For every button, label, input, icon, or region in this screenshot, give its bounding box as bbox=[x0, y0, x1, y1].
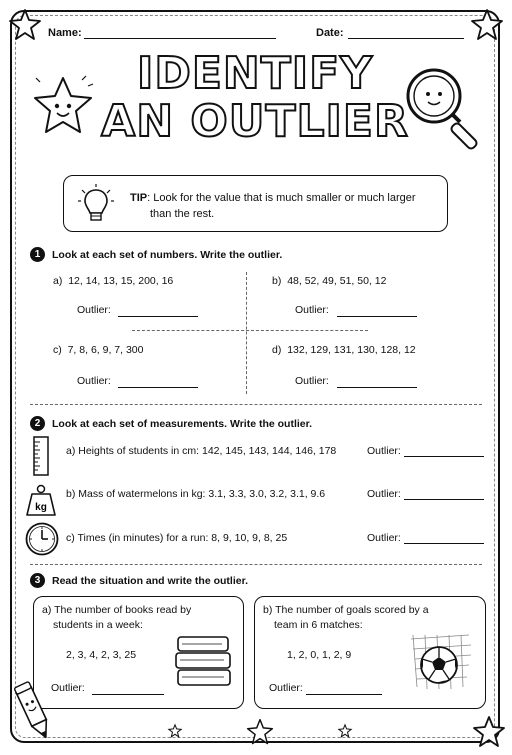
pencil-mascot-icon bbox=[14, 682, 54, 744]
s1-divider-horizontal bbox=[132, 330, 368, 331]
bottom-star-center bbox=[246, 718, 274, 746]
s1-divider-vertical bbox=[246, 272, 247, 394]
s3-card-b-line2: team in 6 matches: bbox=[274, 619, 363, 631]
s1-item-a-values: 12, 14, 13, 15, 200, 16 bbox=[68, 275, 174, 287]
s2-item-b-answer[interactable] bbox=[404, 499, 484, 500]
s1-item-b-label: b) bbox=[272, 275, 282, 287]
tip-text-line1: : Look for the value that is much smaller or much larger bbox=[147, 192, 416, 204]
s3-card-b bbox=[254, 596, 486, 709]
tip-label: TIP bbox=[130, 192, 148, 204]
section-3-title: Read the situation and write the outlier. bbox=[52, 575, 249, 587]
corner-star-bottom-right bbox=[472, 715, 506, 749]
s1-item-c-answer[interactable] bbox=[118, 387, 198, 388]
s3-card-a-answer[interactable] bbox=[92, 694, 164, 695]
worksheet-title bbox=[95, 50, 415, 146]
s2-item-c-text: c) Times (in minutes) for a run: 8, 9, 10, 9, 8, 25 bbox=[66, 532, 288, 544]
s3-card-b-answer[interactable] bbox=[306, 694, 382, 695]
title-line-2: AN OUTLIER bbox=[101, 96, 409, 147]
section-1-title: Look at each set of numbers. Write the outlier. bbox=[52, 249, 283, 261]
s3-card-a-line1: a) The number of books read by bbox=[42, 604, 192, 616]
bottom-star-small-left bbox=[168, 724, 182, 738]
s1-item-a-answer[interactable] bbox=[118, 316, 198, 317]
name-label: Name: bbox=[48, 27, 82, 39]
s3-card-b-outlier-label: Outlier: bbox=[269, 682, 303, 694]
magnifying-glass-icon bbox=[404, 66, 484, 162]
s2-item-c-outlier-label: Outlier: bbox=[367, 532, 401, 544]
s1-item-b-answer[interactable] bbox=[337, 316, 417, 317]
s1-item-a bbox=[53, 275, 173, 287]
s1-item-a-label: a) bbox=[53, 275, 63, 287]
tip-text bbox=[130, 190, 435, 222]
s1-item-b-outlier-label: Outlier: bbox=[295, 304, 329, 316]
s1-item-c-outlier-label: Outlier: bbox=[77, 375, 111, 387]
s3-card-a-values: 2, 3, 4, 2, 3, 25 bbox=[66, 649, 137, 661]
section-2-title: Look at each set of measurements. Write the outlier. bbox=[52, 418, 313, 430]
s1-item-d-values: 132, 129, 131, 130, 128, 12 bbox=[287, 344, 416, 356]
ruler-icon bbox=[33, 436, 49, 476]
s1-item-b-values: 48, 52, 49, 51, 50, 12 bbox=[287, 275, 387, 287]
s2-item-c-answer[interactable] bbox=[404, 543, 484, 544]
s2-item-a-outlier-label: Outlier: bbox=[367, 445, 401, 457]
weight-icon bbox=[26, 484, 56, 516]
s3-card-a-outlier-label: Outlier: bbox=[51, 682, 85, 694]
s3-card-b-line1: b) The number of goals scored by a bbox=[263, 604, 429, 616]
section-1-number: 1 bbox=[30, 247, 45, 262]
s2-item-b-outlier-label: Outlier: bbox=[367, 488, 401, 500]
books-icon bbox=[174, 635, 234, 689]
s1-item-c-label: c) bbox=[53, 344, 62, 356]
date-field[interactable] bbox=[348, 38, 464, 39]
bottom-star-small-right bbox=[338, 724, 352, 738]
s3-card-b-values: 1, 2, 0, 1, 2, 9 bbox=[287, 649, 352, 661]
tip-box bbox=[63, 175, 448, 232]
section-divider-2 bbox=[30, 564, 482, 565]
title-line-1: IDENTIFY bbox=[136, 48, 374, 99]
s1-item-c-values: 7, 8, 6, 9, 7, 300 bbox=[67, 344, 144, 356]
s2-item-a-answer[interactable] bbox=[404, 456, 484, 457]
s3-card-a-line2: students in a week: bbox=[53, 619, 143, 631]
lightbulb-icon bbox=[78, 184, 114, 226]
weight-kg-label: kg bbox=[35, 502, 47, 513]
s1-item-b bbox=[272, 275, 386, 287]
section-2-number: 2 bbox=[30, 416, 45, 431]
star-mascot-icon bbox=[30, 74, 96, 140]
s2-item-a-text: a) Heights of students in cm: 142, 145, 143, 144, 146, 178 bbox=[66, 445, 337, 457]
corner-star-top-right bbox=[470, 8, 504, 42]
clock-icon bbox=[25, 522, 59, 556]
s1-item-d bbox=[272, 344, 416, 356]
tip-text-line2: than the rest. bbox=[150, 208, 215, 220]
section-divider-1 bbox=[30, 404, 482, 405]
section-3-number: 3 bbox=[30, 573, 45, 588]
s1-item-d-outlier-label: Outlier: bbox=[295, 375, 329, 387]
s3-card-a bbox=[33, 596, 244, 709]
name-field[interactable] bbox=[84, 38, 276, 39]
date-label: Date: bbox=[316, 27, 344, 39]
s1-item-d-label: d) bbox=[272, 344, 282, 356]
s1-item-c bbox=[53, 344, 143, 356]
corner-star-top-left bbox=[8, 8, 42, 42]
s2-item-b-text: b) Mass of watermelons in kg: 3.1, 3.3, 3.0, 3.2, 3.1, 9.6 bbox=[66, 488, 326, 500]
s1-item-d-answer[interactable] bbox=[337, 387, 417, 388]
soccer-ball-icon bbox=[405, 631, 475, 695]
s1-item-a-outlier-label: Outlier: bbox=[77, 304, 111, 316]
